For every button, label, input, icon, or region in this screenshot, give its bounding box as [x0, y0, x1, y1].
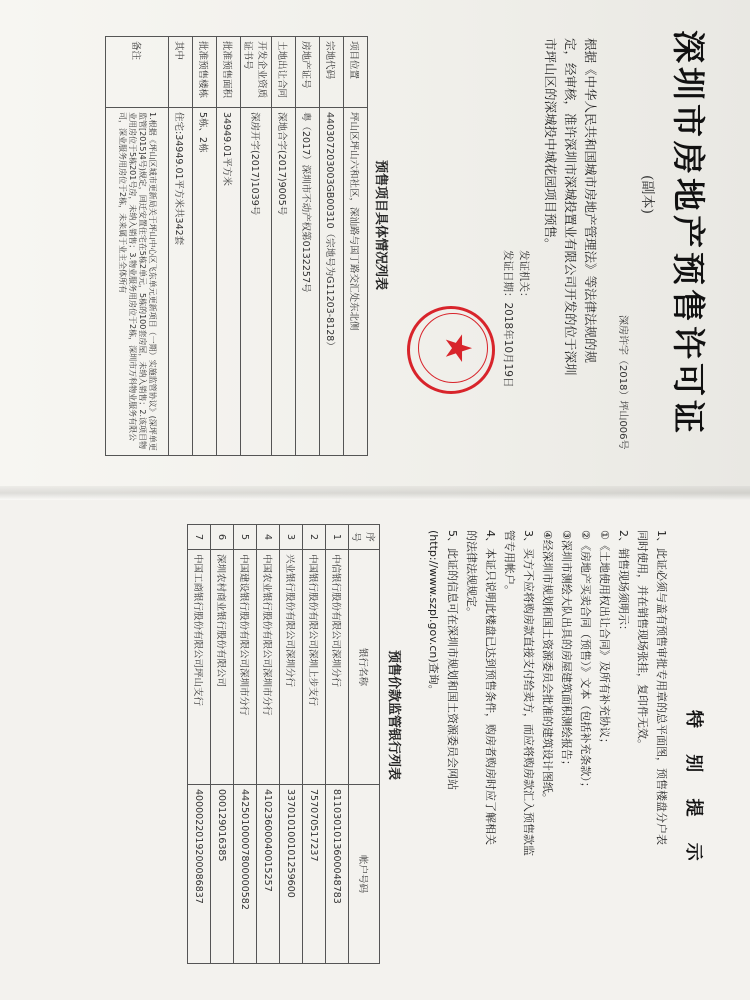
notice-line: ①《土地使用权出让合同》及所有补充协议；	[598, 530, 611, 749]
row-value: 住宅:34949.01平方米共342套	[169, 108, 193, 456]
bank-index: 2	[303, 525, 326, 550]
account-number: 4000022019200086837	[188, 784, 211, 963]
row-value: 粤（2017）深圳市不动产权第0132257号	[296, 108, 320, 456]
row-value: 深房开字(2017)1039号	[241, 108, 272, 456]
bank-index: 4	[257, 525, 280, 550]
header-index: 序号	[349, 525, 380, 550]
project-table-title: 预售项目具体情况列表	[373, 160, 388, 291]
notice-line: (http://www.szpl.gov.cn)查询。	[427, 530, 440, 696]
table-row	[106, 37, 169, 456]
bank-name: 中国农业银行股份有限公司深圳市分行	[257, 550, 280, 785]
bank-index: 1	[326, 525, 349, 550]
notice-line: 4、本证只说明此楼盘已达到预售条件，购房者购房时应了解相关	[484, 530, 497, 845]
row-label: 宗地代码	[320, 37, 344, 108]
account-number: 41023600040015257	[257, 784, 280, 963]
special-notice-section	[0, 500, 750, 1000]
row-label: 土地出让合同	[272, 37, 296, 108]
table-row	[320, 37, 344, 456]
bank-row	[280, 525, 303, 964]
table-row	[217, 37, 241, 456]
notice-line: 同时使用，并在销售现场张挂，复印件无效。	[636, 530, 649, 750]
bank-row	[234, 525, 257, 964]
row-value: 深地合字(2017)9005号	[272, 108, 296, 456]
bank-index: 6	[211, 525, 234, 550]
project-details-table	[105, 36, 368, 456]
bank-index: 5	[234, 525, 257, 550]
bank-row	[326, 525, 349, 964]
bank-name: 中国工商银行股份有限公司坪山支行	[188, 550, 211, 785]
table-row	[193, 37, 217, 456]
bank-table-title: 预售价款监管银行列表	[386, 650, 401, 781]
bank-index: 3	[280, 525, 303, 550]
notice-line: 1、此证必须与盖有预售审批专用章的总平面图，预售楼盘分户表	[655, 530, 668, 845]
notice-line: ②《房地产买卖合同（预售）》文本（包括补充条款）；	[579, 530, 592, 793]
row-label: 开发企业资质证书号	[241, 37, 272, 108]
row-value: 1.根据《坪山区城市更新局关于坪山中心区飞东单元更新项目（一期）实施监管协议》(深坪单更监管[2015]4号)规定，回迁安置住宅在5栋2单元，5栋的100套房屋，未纳入销售；2.该项目物业用房位于5栋201号房，未纳入销售；3.物业服务用房位于2栋，深圳市万科物业服务有限公司，深业服务用房位于2栋，未来属于业主全体所有	[106, 108, 169, 456]
row-label: 项目位置	[344, 37, 368, 108]
row-label: 其中	[169, 37, 193, 108]
bank-table-header-row	[349, 525, 380, 964]
bank-name: 中信银行股份有限公司深圳分行	[326, 550, 349, 785]
notice-line: 的法律法规规定。	[465, 530, 478, 618]
account-number: 757070517237	[303, 784, 326, 963]
row-label: 批准预售面积	[217, 37, 241, 108]
issuing-authority-label: 发证机关：	[518, 250, 530, 303]
header-account-number: 帐户号码	[349, 784, 380, 963]
row-value: 440307203003GB00310（宗地号为G11203-8128）	[320, 108, 344, 456]
row-label: 备注	[106, 37, 169, 108]
notice-line: 3、买方不应将购房款直接支付给卖方，而应将购房款汇入预售款监	[522, 530, 535, 856]
account-number: 337010100101259600	[280, 784, 303, 963]
certificate-subtitle: (副本)	[639, 175, 655, 214]
official-red-seal	[407, 306, 495, 394]
certificate-body-line-2: 定，经审核，准许深圳市深城投置业有限公司开发的位于深圳	[563, 38, 578, 376]
bank-row	[257, 525, 280, 964]
bank-name: 兴业银行股份有限公司深圳分行	[280, 550, 303, 785]
bank-row	[303, 525, 326, 964]
notice-line: 5、此证的信息可在深圳市规划和国土资源委员会网站	[446, 530, 459, 790]
table-row	[272, 37, 296, 456]
bank-row	[188, 525, 211, 964]
permit-number: 深房许字（2018）坪山006号	[617, 315, 628, 450]
row-label: 房地产证号	[296, 37, 320, 108]
row-value: 34949.01平方米	[217, 108, 241, 456]
certificate-body-line-1: 根据《中华人民共和国城市房地产管理法》等法律法规的规	[583, 38, 598, 364]
row-label: 批准预售楼栋	[193, 37, 217, 108]
row-value: 坪山区坪山六和社区，深汕路与国丁路交汇处东北侧	[344, 108, 368, 456]
bank-name: 中国银行股份有限公司深圳上步支行	[303, 550, 326, 785]
bank-index: 7	[188, 525, 211, 550]
bank-name: 深圳农村商业银行股份有限公司	[211, 550, 234, 785]
bank-list-table	[187, 524, 380, 964]
account-number: 8110301013600048783	[326, 784, 349, 963]
seal-star-icon: ★	[437, 332, 478, 365]
bank-name: 中国建设银行股份有限公司深圳市分行	[234, 550, 257, 785]
table-row	[169, 37, 193, 456]
table-row	[344, 37, 368, 456]
row-value: 5栋、2栋	[193, 108, 217, 456]
account-number: 44250100007800000582	[234, 784, 257, 963]
notice-line: 2、销售现场须明示：	[617, 530, 630, 636]
issue-date: 发证日期：2018年10月19日	[502, 250, 514, 388]
header-bank-name: 银行名称	[349, 550, 380, 785]
certificate-title: 深圳市房地产预售许可证	[669, 30, 708, 437]
table-row	[296, 37, 320, 456]
account-number: 000129016385	[211, 784, 234, 963]
bank-row	[211, 525, 234, 964]
certificate-body-line-3: 市坪山区的深城投中城花园项目预售。	[543, 38, 558, 251]
notice-line: 管专用帐户。	[503, 530, 516, 596]
notice-title: 特 别 提 示	[683, 710, 704, 871]
table-row	[241, 37, 272, 456]
notice-line: ④经深圳市规划和国土资源委员会批准的建筑设计图纸。	[541, 530, 554, 804]
notice-line: ③深圳市测绘大队出具的房屋建筑面积测绘报告；	[560, 530, 573, 771]
